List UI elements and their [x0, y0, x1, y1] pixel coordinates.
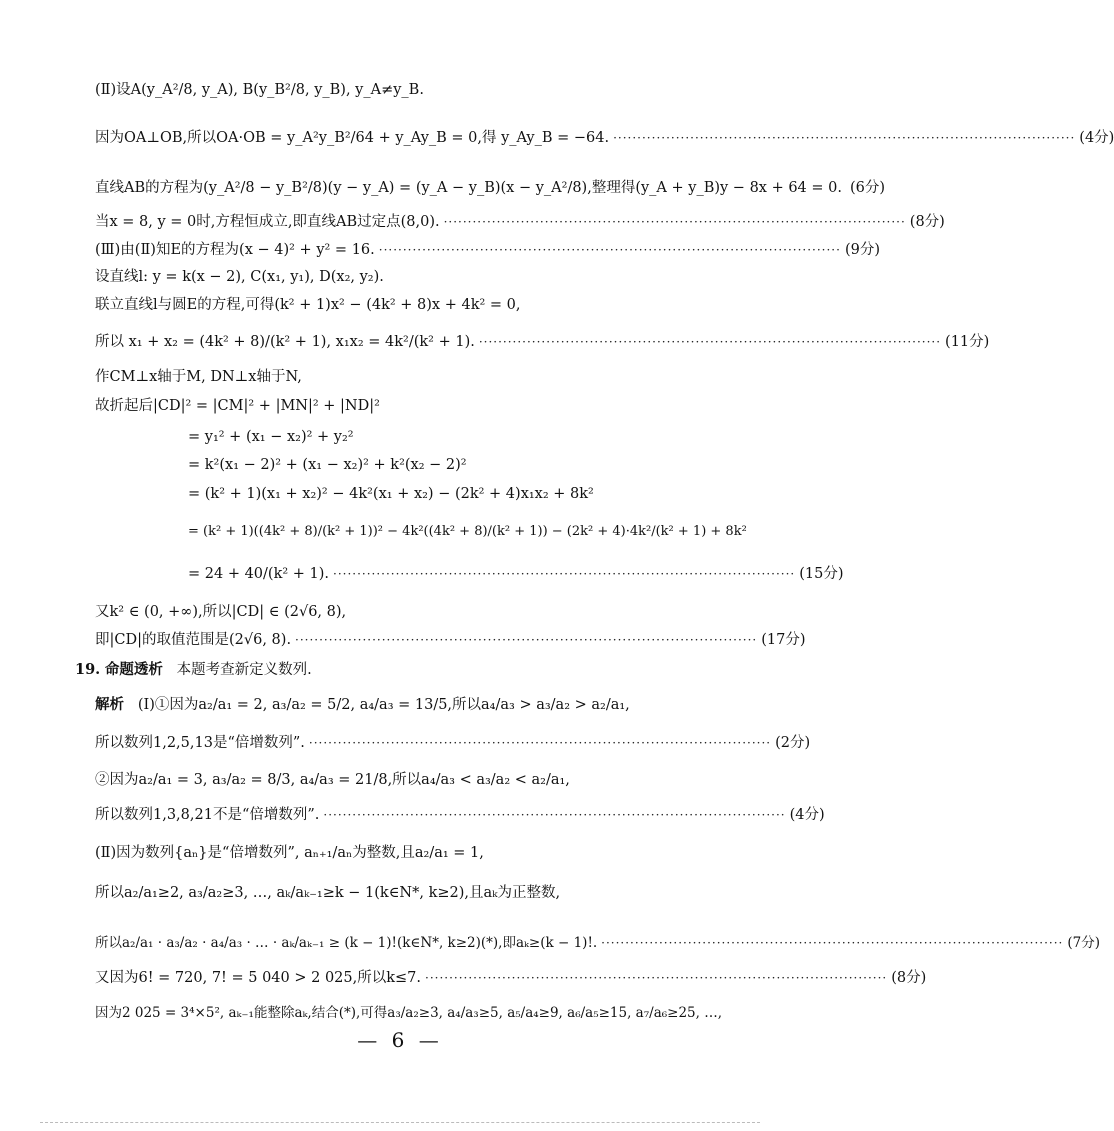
line-ab-equation — [95, 178, 886, 198]
leader-dots: ································································································ — [443, 215, 906, 229]
leader-dots: ································································································ — [295, 633, 758, 647]
line-cd-range — [95, 630, 806, 650]
q19-part1-a-concl — [95, 733, 811, 753]
q19-description: 本题考查新定义数列. — [176, 662, 312, 678]
leader-dots: ································································································ — [425, 971, 888, 985]
eq-step-3 — [188, 484, 705, 504]
bottom-divider — [40, 1122, 760, 1123]
q19-title: 命题透析 — [104, 661, 163, 678]
line-set-points — [95, 80, 705, 100]
q19-part2-a — [95, 843, 705, 863]
score-6: (6分) — [850, 180, 886, 196]
line-range-k-text: 又k² ∈ (0, +∞),所以|CD| ∈ (2√6, 8), — [95, 604, 347, 620]
q19-part2-c-text: 所以a₂/a₁ · a₃/a₂ · a₄/a₃ · … · aₖ/aₖ₋₁ ≥ (k − 1)!(k∈N*, k≥2)(*),即aₖ≥(k − 1)!. — [95, 935, 598, 951]
eq-step-2 — [188, 455, 705, 475]
line-perp-axis-text: 作CM⊥x轴于M, DN⊥x轴于N, — [95, 369, 302, 385]
line-ab-equation-text: 直线AB的方程为(y_A²/8 − y_B²/8)(y − y_A) = (y_A − y_B)(x − y_A²/8),整理得(y_A + y_B)y − 8x + 64 = 0. — [95, 180, 842, 196]
line-vieta-text: 所以 x₁ + x₂ = (4k² + 8)/(k² + 1), x₁x₂ = 4k²/(k² + 1). — [95, 334, 475, 350]
q19-part1-b — [95, 770, 705, 790]
q19-part2-e-text: 因为2 025 = 3⁴×5², aₖ₋₁能整除aₖ,结合(*),可得a₃/a₂≥3, a₄/a₃≥5, a₅/a₄≥9, a₆/a₅≥15, a₇/a₆≥25, …, — [95, 1005, 723, 1021]
line-folded-text: 故折起后|CD|² = |CM|² + |MN|² + |ND|² — [95, 398, 380, 414]
score-4: (4分) — [1079, 130, 1114, 146]
score-15: (15分) — [799, 566, 844, 582]
line-perpendicular-text: 因为OA⊥OB,所以OA·OB = y_A²y_B²/64 + y_Ay_B = 0,得 y_Ay_B = −64. — [95, 130, 610, 146]
q19-part1-b-concl — [95, 805, 825, 825]
q19-part2-c — [95, 933, 1100, 953]
q19-part1-b-concl-text: 所以数列1,3,8,21不是“倍增数列”. — [95, 807, 320, 823]
q19-part1-a — [95, 695, 705, 715]
line-set-l-text: 设直线l: y = k(x − 2), C(x₁, y₁), D(x₂, y₂). — [95, 269, 384, 285]
score-11: (11分) — [945, 334, 990, 350]
line-set-l — [95, 267, 705, 287]
q19-part2-d — [95, 968, 927, 988]
line-range-k — [95, 602, 705, 622]
eq-step-4-text: = (k² + 1)((4k² + 8)/(k² + 1))² − 4k²((4k² + 8)/(k² + 1)) − (2k² + 4)·4k²/(k² + 1) + 8k² — [188, 524, 747, 539]
line-circle-e — [95, 240, 880, 260]
leader-dots: ································································································ — [308, 736, 772, 750]
score-7: (7分) — [1067, 935, 1100, 951]
q19-part2-e — [95, 1003, 723, 1023]
line-combine — [95, 295, 705, 315]
line-fixed-point-text: 当x = 8, y = 0时,方程恒成立,即直线AB过定点(8,0). — [95, 214, 440, 230]
score-8b: (8分) — [891, 970, 927, 986]
leader-dots: ································································································ — [613, 131, 1076, 145]
score-8: (8分) — [909, 214, 945, 230]
page-number: — 6 — — [357, 1028, 443, 1052]
score-4b: (4分) — [789, 807, 825, 823]
leader-dots: ································································································ — [378, 243, 841, 257]
line-fixed-point — [95, 212, 945, 232]
q19-part1-a-text: (Ⅰ)①因为a₂/a₁ = 2, a₃/a₂ = 5/2, a₄/a₃ = 13/5,所以a₄/a₃ > a₃/a₂ > a₂/a₁, — [137, 697, 630, 713]
score-2: (2分) — [775, 735, 811, 751]
q19-part2-b — [95, 883, 705, 903]
q19-part1-a-concl-text: 所以数列1,2,5,13是“倍增数列”. — [95, 735, 305, 751]
line-combine-text: 联立直线l与圆E的方程,可得(k² + 1)x² − (4k² + 8)x + 4k² = 0, — [95, 297, 521, 313]
leader-dots: ································································································ — [601, 936, 1064, 950]
analysis-label: 解析 — [95, 696, 124, 713]
leader-dots: ································································································ — [478, 335, 942, 349]
line-cd-range-text: 即|CD|的取值范围是(2√6, 8). — [95, 632, 292, 648]
leader-dots: ································································································ — [333, 567, 796, 581]
eq-step-5-text: = 24 + 40/(k² + 1). — [188, 566, 330, 582]
eq-step-1 — [188, 427, 705, 447]
q19-part1-b-text: ②因为a₂/a₁ = 3, a₃/a₂ = 8/3, a₄/a₃ = 21/8,所以a₄/a₃ < a₃/a₂ < a₂/a₁, — [95, 772, 570, 788]
q19-header — [75, 660, 705, 680]
q19-part2-d-text: 又因为6! = 720, 7! = 5 040 > 2 025,所以k≤7. — [95, 970, 422, 986]
eq-step-5 — [188, 564, 844, 584]
q19-part2-a-text: (Ⅱ)因为数列{aₙ}是“倍增数列”, aₙ₊₁/aₙ为整数,且a₂/a₁ = 1, — [95, 845, 484, 861]
eq-step-3-text: = (k² + 1)(x₁ + x₂)² − 4k²(x₁ + x₂) − (2k² + 4)x₁x₂ + 8k² — [188, 486, 594, 502]
line-perpendicular — [95, 128, 1114, 148]
eq-step-4 — [188, 522, 747, 542]
eq-step-2-text: = k²(x₁ − 2)² + (x₁ − x₂)² + k²(x₂ − 2)² — [188, 457, 467, 473]
eq-step-1-text: = y₁² + (x₁ − x₂)² + y₂² — [188, 429, 354, 445]
line-circle-e-text: (Ⅲ)由(Ⅱ)知E的方程为(x − 4)² + y² = 16. — [95, 242, 375, 258]
q19-part2-b-text: 所以a₂/a₁≥2, a₃/a₂≥3, …, aₖ/aₖ₋₁≥k − 1(k∈N*, k≥2),且aₖ为正整数, — [95, 885, 561, 901]
score-9: (9分) — [844, 242, 880, 258]
q19-number: 19. — [75, 661, 101, 678]
line-folded — [95, 396, 705, 416]
line-set-points-text: (Ⅱ)设A(y_A²/8, y_A), B(y_B²/8, y_B), y_A≠y_B. — [95, 82, 424, 98]
line-perp-axis — [95, 367, 705, 387]
line-vieta — [95, 332, 990, 352]
score-17: (17分) — [761, 632, 806, 648]
leader-dots: ································································································ — [323, 808, 786, 822]
